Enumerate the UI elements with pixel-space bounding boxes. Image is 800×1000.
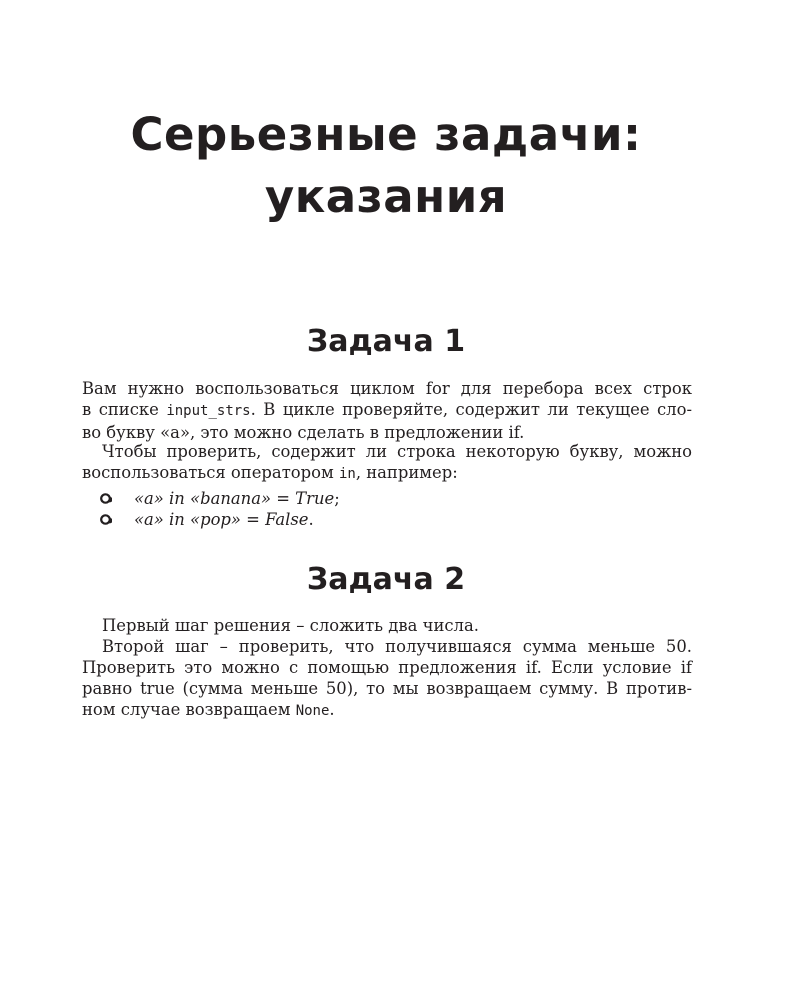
- list-item: [100, 509, 700, 530]
- page-title-line-1: Серьезные задачи:: [130, 108, 642, 161]
- task-2-paragraph-1: [82, 615, 692, 636]
- text-fragment: , например:: [355, 463, 458, 482]
- code-in: in: [338, 466, 356, 482]
- list-item: [100, 488, 700, 509]
- circle-bullet-icon: [100, 514, 113, 525]
- code-input-strs: input_strs: [166, 403, 251, 419]
- punctuation: ;: [334, 489, 340, 508]
- text-line: во букву «а», это можно сделать в предложении if.: [82, 423, 525, 442]
- task-2-paragraph-2: [82, 636, 692, 722]
- text-fragment: .: [329, 700, 335, 719]
- task-1-paragraph-1: [82, 378, 692, 443]
- text-line: [82, 699, 692, 722]
- example-list: [100, 488, 700, 530]
- text-fragment: воспользоваться оператором: [82, 463, 339, 482]
- text-fragment: ном случае возвращаем: [82, 700, 296, 719]
- text-line: [82, 399, 692, 422]
- text-fragment: . В цикле проверяйте, содержит ли текущее сло-: [250, 400, 692, 419]
- text-line: Проверить это можно с помощью предложения if. Если условие if: [82, 658, 692, 677]
- example-expression: «a» in «banana» = True: [134, 489, 335, 508]
- text-line: Вам нужно воспользоваться циклом for для перебора всех строк: [82, 379, 692, 398]
- text-line: [82, 462, 692, 485]
- page-title: [0, 104, 772, 228]
- task-1-heading: Задача 1: [306, 324, 466, 359]
- page-title-line-2: указания: [264, 170, 508, 223]
- text-fragment: в списке: [82, 400, 167, 419]
- text-line: Второй шаг – проверить, что получившаяся сумма меньше 50.: [102, 637, 692, 656]
- punctuation: .: [308, 510, 314, 529]
- task-2-heading: Задача 2: [306, 562, 466, 597]
- text-line: равно true (сумма меньше 50), то мы возвращаем сумму. В против-: [82, 679, 692, 698]
- text-line: Чтобы проверить, содержит ли строка некоторую букву, можно: [102, 442, 692, 461]
- text-line: Первый шаг решения – сложить два числа.: [102, 616, 479, 635]
- example-expression: «a» in «pop» = False: [134, 510, 309, 529]
- code-none: None: [295, 703, 330, 719]
- task-1-paragraph-2: [82, 441, 692, 485]
- circle-bullet-icon: [100, 493, 113, 504]
